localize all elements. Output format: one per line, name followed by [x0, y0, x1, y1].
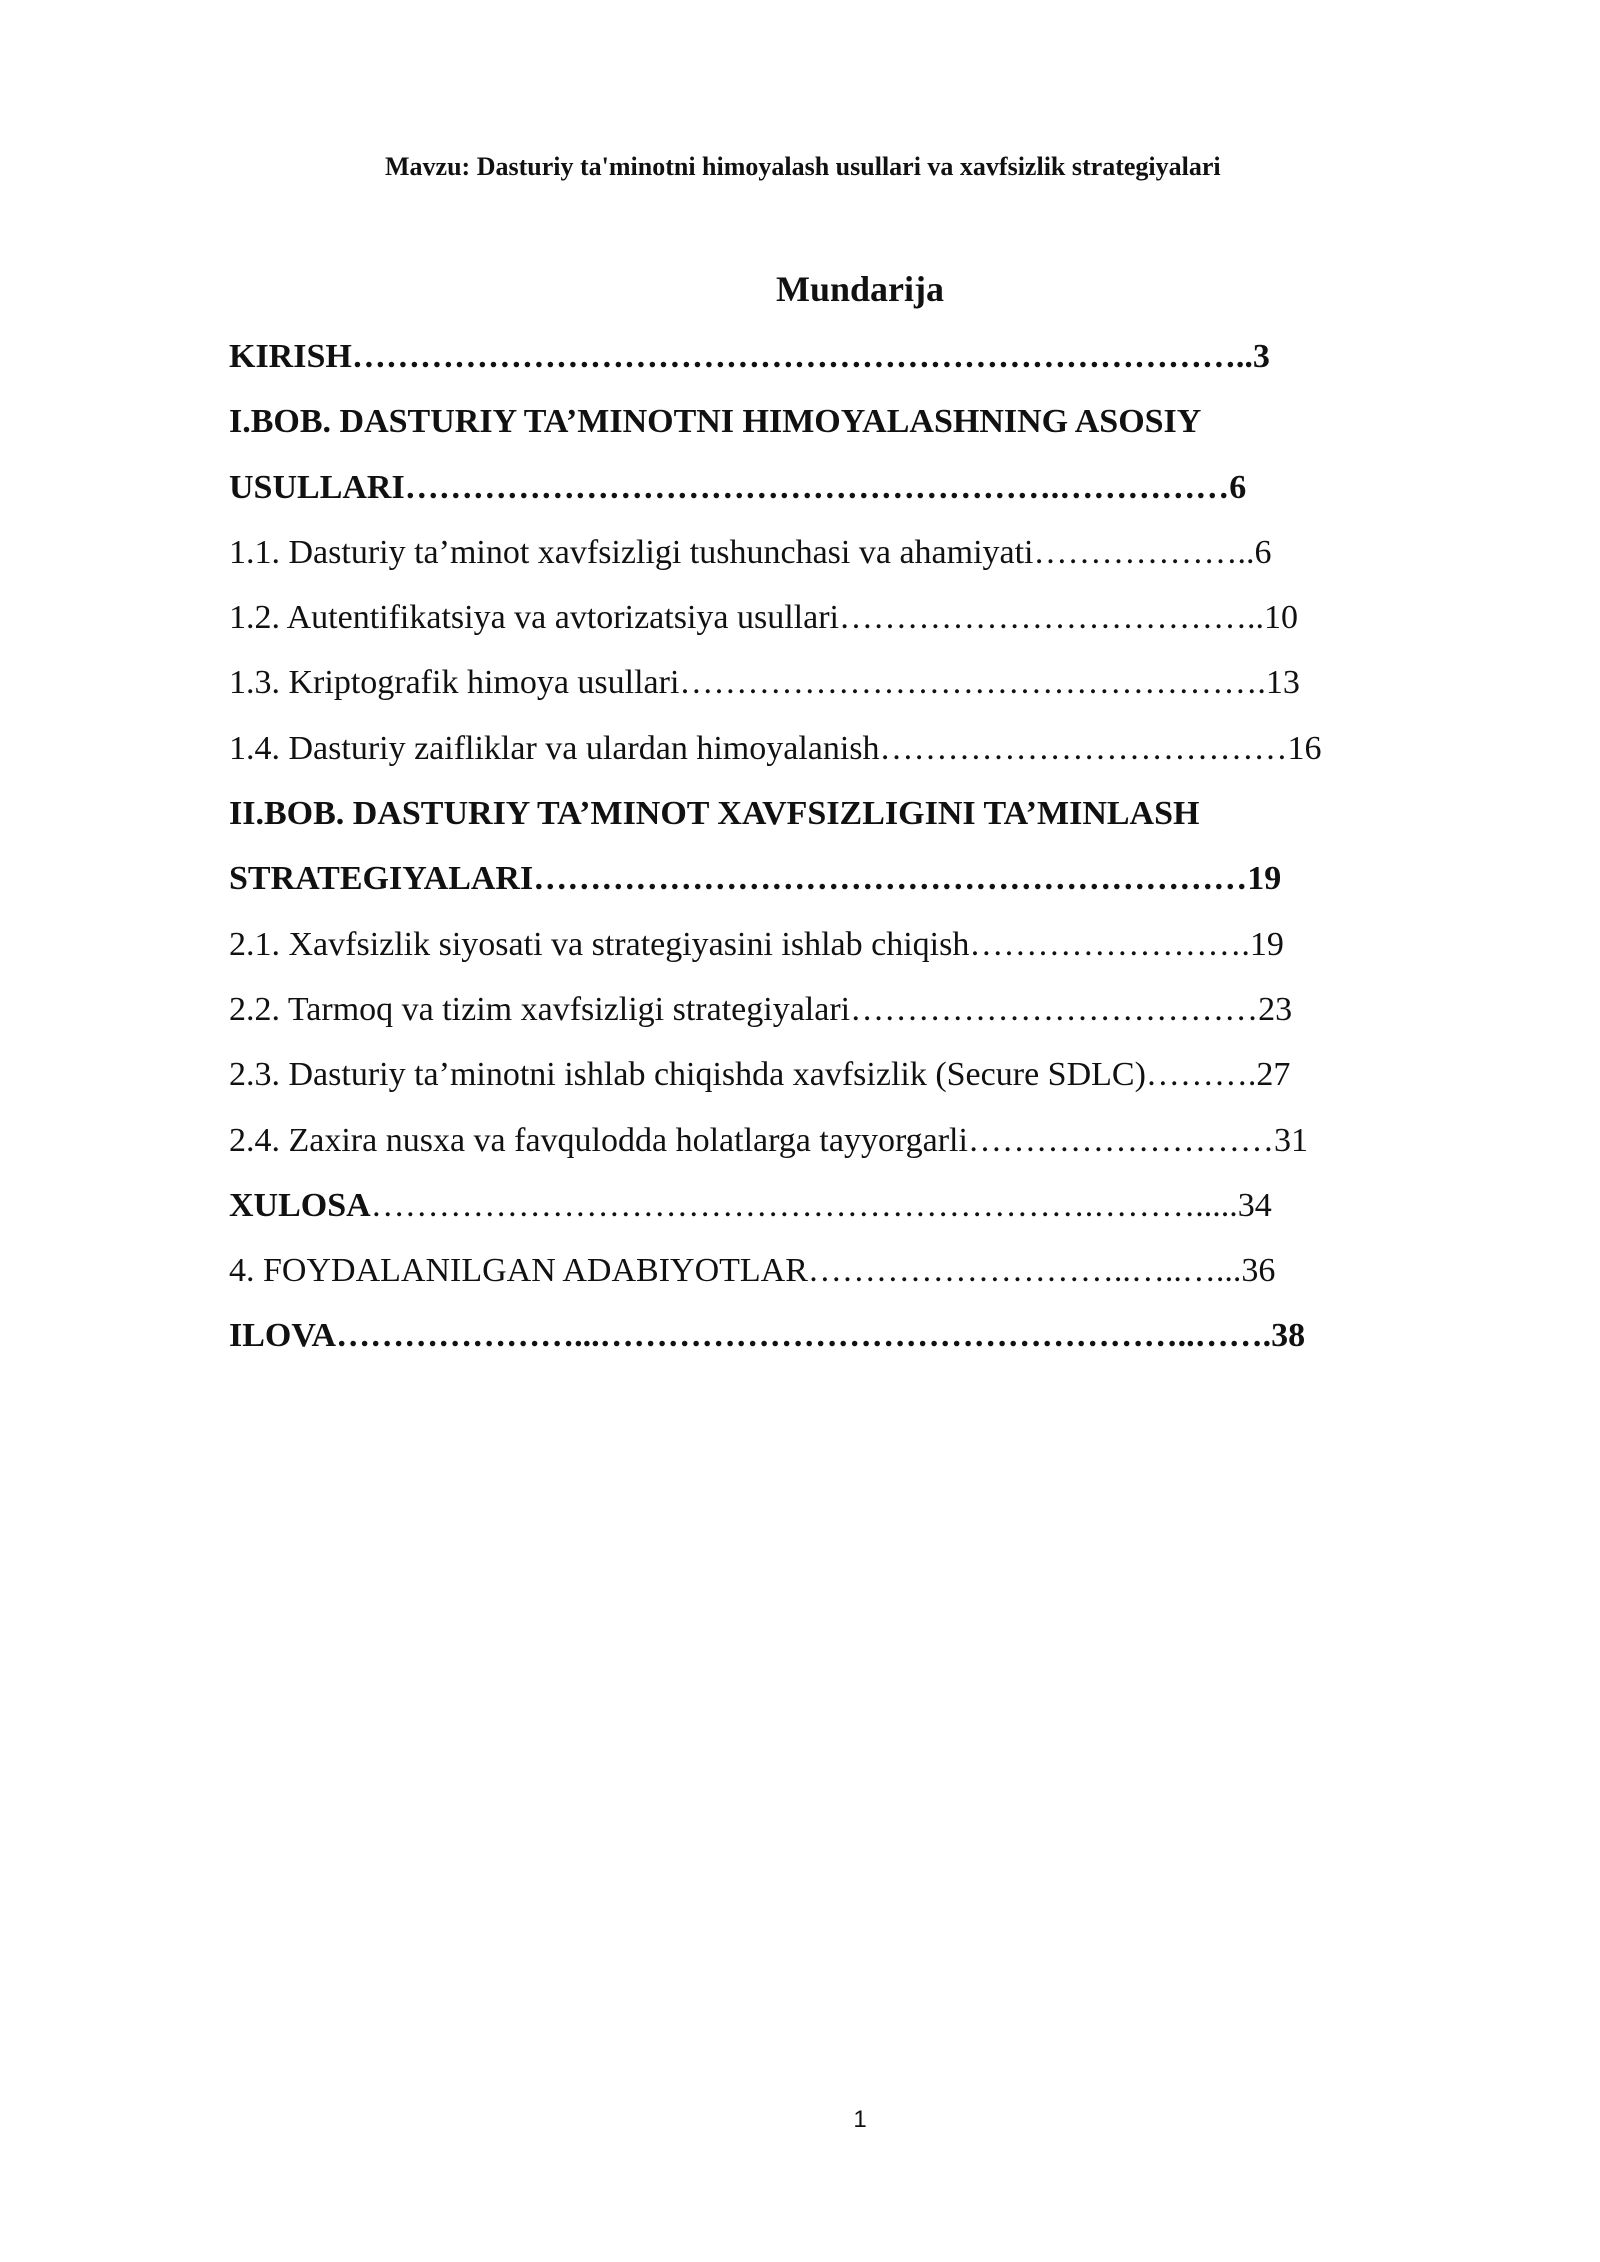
toc-entry-1-4: 1.4. Dasturiy zaifliklar va ulardan himoyalanish………………………………16: [229, 729, 1322, 767]
toc-entry-1-1: 1.1. Dasturiy ta’minot xavfsizligi tushunchasi va ahamiyati………………..6: [229, 533, 1272, 571]
toc-entry-kirish: KIRISH……………………………………………………………………..3: [229, 338, 1270, 375]
topic-heading: Mavzu: Dasturiy ta'minotni himoyalash usullari va xavfsizlik strategiyalari: [385, 152, 1221, 181]
toc-title: Mundarija: [775, 269, 944, 309]
page-number: 1: [853, 2106, 867, 2133]
toc-entry-2-4: 2.4. Zaxira nusxa va favqulodda holatlarga tayyorgarli………………………31: [229, 1121, 1308, 1159]
toc-entry-2-2: 2.2. Tarmoq va tizim xavfsizligi strategiyalari………………………………23: [229, 990, 1293, 1028]
toc-entry-2-3: 2.3. Dasturiy ta’minotni ishlab chiqishda xavfsizlik (Secure SDLC)……….27: [229, 1056, 1291, 1094]
table-of-contents: [229, 334, 1469, 1379]
toc-entry-chapter-1-title: I.BOB. DASTURIY TA’MINOTNI HIMOYALASHNING ASOSIY: [229, 403, 1202, 441]
toc-entry-xulosa: [229, 1183, 1469, 1248]
toc-entry-adabiyotlar: 4. FOYDALANILGAN ADABIYOTLAR………………………..…..…...36: [229, 1252, 1276, 1290]
toc-entry-1-2: 1.2. Autentifikatsiya va avtorizatsiya usullari………………………………..10: [229, 599, 1298, 637]
toc-entry-xulosa-leader: ……………………………………………………….……….....34: [370, 1186, 1272, 1224]
toc-entry-xulosa-label: XULOSA: [229, 1186, 371, 1224]
toc-entry-ilova: ILOVA…………………...……………………………………………..…….38: [229, 1317, 1306, 1355]
toc-entry-1-3: 1.3. Kriptografik himoya usullari…………………………………………….13: [229, 664, 1300, 702]
toc-entry-chapter-1-continued: USULLARI………………………………………………….……………6: [229, 468, 1247, 506]
toc-entry-chapter-2-title: II.BOB. DASTURIY TA’MINOT XAVFSIZLIGINI TA’MINLASH: [229, 795, 1200, 833]
toc-entry-chapter-2-continued: STRATEGIYALARI………………………………………………………19: [229, 860, 1282, 898]
toc-entry-2-1: 2.1. Xavfsizlik siyosati va strategiyasini ishlab chiqish…………………….19: [229, 925, 1284, 963]
